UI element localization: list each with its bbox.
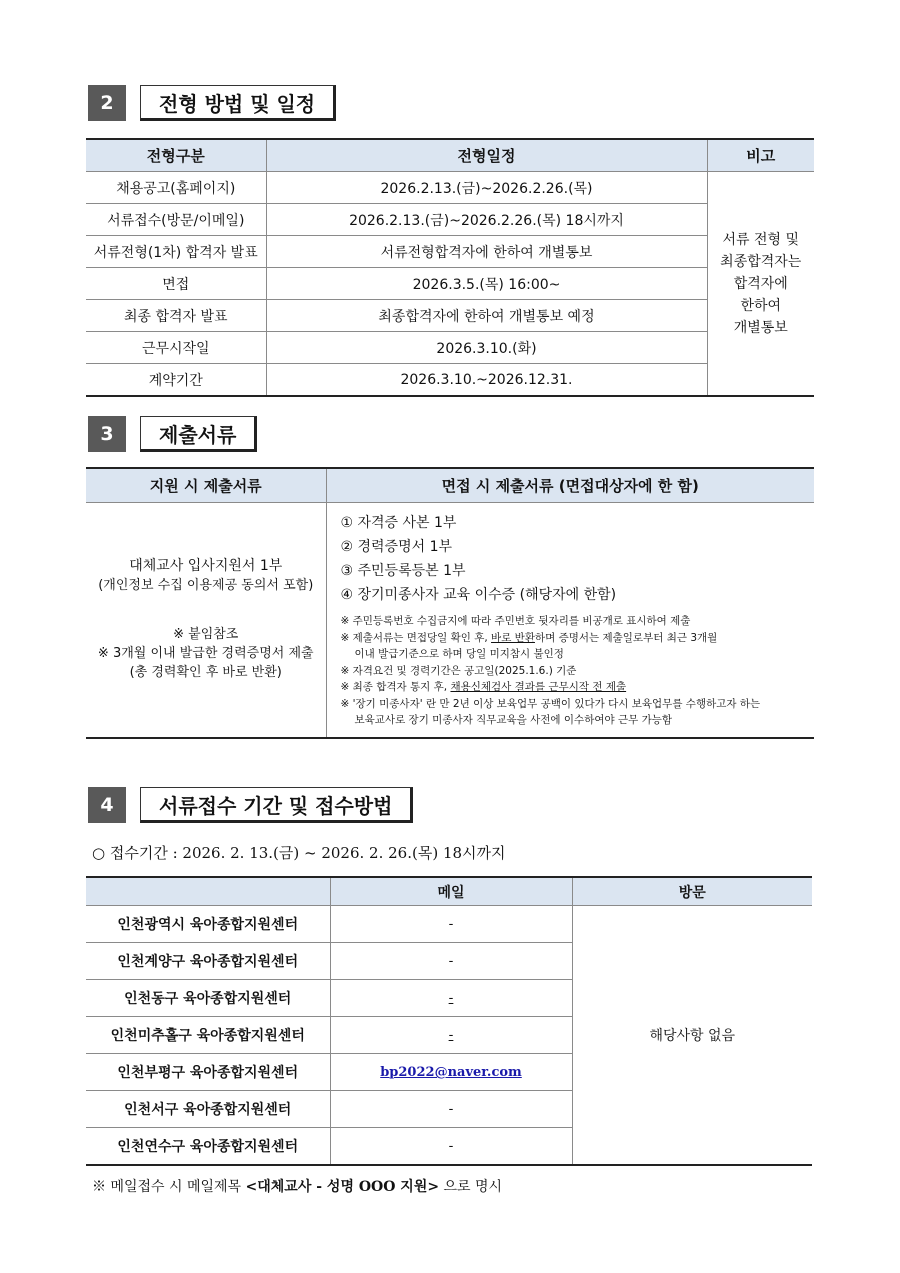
list-item: ② 경력증명서 1부: [340, 539, 453, 555]
section-3-heading: [88, 416, 257, 452]
note-line: 보육교사로 장기 미종사자 직무교육을 사전에 이수하여야 근무 가능함: [354, 714, 673, 726]
documents-table: [86, 467, 814, 739]
row-schedule: 2026.2.13.(금)~2026.2.26.(목): [266, 172, 707, 204]
header-visit: 방문: [572, 877, 812, 906]
apply-docs-cell: [86, 503, 326, 738]
note-text: 으로 명시: [439, 1179, 503, 1195]
list-item: ③ 주민등록등본 1부: [340, 563, 466, 579]
row-category: 근무시작일: [86, 332, 266, 364]
table-row: [86, 364, 814, 397]
section-number: 3: [88, 416, 126, 452]
center-name: 인천미추홀구 육아종합지원센터: [86, 1017, 330, 1054]
center-name: 인천동구 육아종합지원센터: [86, 980, 330, 1017]
row-schedule: 2026.3.10.(화): [266, 332, 707, 364]
section-number: 2: [88, 85, 126, 121]
remark-line: 최종합격자는: [720, 253, 802, 270]
schedule-table: [86, 138, 814, 397]
table-row: [86, 236, 814, 268]
remark-line: 개별통보: [733, 319, 788, 336]
section-2-heading: [88, 85, 336, 121]
center-name: 인천연수구 육아종합지원센터: [86, 1128, 330, 1166]
reception-period: ○ 접수기간 : 2026. 2. 13.(금) ~ 2026. 2. 26.(목) 18시까지: [92, 844, 506, 862]
note-line: [341, 679, 805, 696]
mail-value: [330, 980, 572, 1017]
center-name: 인천계양구 육아종합지원센터: [86, 943, 330, 980]
header-schedule: 전형일정: [266, 139, 707, 172]
mail-dash-underlined: -: [448, 1027, 454, 1043]
table-row: [86, 503, 814, 738]
apply-doc-line: ※ 3개월 이내 발급한 경력증명서 제출: [97, 646, 314, 662]
row-category: 채용공고(홈페이지): [86, 172, 266, 204]
table-header-row: [86, 877, 812, 906]
list-item: ④ 장기미종사자 교육 이수증 (해당자에 한함): [340, 587, 617, 603]
note-line: ※ '장기 미종사자' 란 만 2년 이상 보육업무 공백이 있다가 다시 보육업무를 수행하고자 하는: [340, 697, 761, 710]
list-item: ① 자격증 사본 1부: [340, 515, 457, 531]
row-category: 계약기간: [86, 364, 266, 397]
header-mail: 메일: [330, 877, 572, 906]
note-text: ※ 메일접수 시 메일제목: [92, 1179, 246, 1195]
mail-value: -: [330, 1091, 572, 1128]
notes-block: [341, 613, 805, 729]
remark-line: 서류 전형 및: [722, 231, 800, 248]
note-bold: <대체교사 - 성명 OOO 지원>: [245, 1179, 440, 1195]
center-name: 인천광역시 육아종합지원센터: [86, 906, 330, 943]
mail-value: -: [330, 906, 572, 943]
row-category: 서류전형(1차) 합격자 발표: [86, 236, 266, 268]
table-row: [86, 906, 812, 943]
apply-doc-line: ※ 붙임참조: [173, 627, 239, 643]
row-schedule: 최종합격자에 한하여 개별통보 예정: [266, 300, 707, 332]
header-category: 전형구분: [86, 139, 266, 172]
table-row: [86, 300, 814, 332]
section-title: 제출서류: [140, 416, 257, 452]
header-remark: 비고: [707, 139, 814, 172]
table-row: [86, 332, 814, 364]
visit-cell: 해당사항 없음: [572, 906, 812, 1166]
row-category: 최종 합격자 발표: [86, 300, 266, 332]
row-schedule: 2026.3.10.~2026.12.31.: [266, 364, 707, 397]
row-schedule: 서류전형합격자에 한하여 개별통보: [266, 236, 707, 268]
table-row: [86, 204, 814, 236]
row-category: 서류접수(방문/이메일): [86, 204, 266, 236]
mail-value: -: [330, 943, 572, 980]
note-underline: 채용신체검사 결과를 근무시작 전 제출: [450, 681, 627, 693]
header-interview-docs: 면접 시 제출서류 (면접대상자에 한 함): [326, 468, 814, 503]
note-text: ※ 제출서류는 면접당일 확인 후,: [340, 631, 492, 644]
section-title: 서류접수 기간 및 접수방법: [140, 787, 413, 823]
table-row: [86, 172, 814, 204]
note-line: 이내 발급기준으로 하며 당일 미지참시 불인정: [354, 648, 564, 660]
center-name: 인천서구 육아종합지원센터: [86, 1091, 330, 1128]
table-header-row: [86, 468, 814, 503]
header-apply-docs: 지원 시 제출서류: [86, 468, 326, 503]
apply-doc-line: 대체교사 입사지원서 1부: [129, 558, 283, 575]
row-schedule: 2026.3.5.(목) 16:00~: [266, 268, 707, 300]
mail-value: [330, 1054, 572, 1091]
header-blank: [86, 877, 330, 906]
mail-value: [330, 1017, 572, 1054]
mail-value: -: [330, 1128, 572, 1166]
table-header-row: [86, 139, 814, 172]
note-underline: 바로 반환: [491, 631, 535, 644]
note-line: ※ 주민등록번호 수집금지에 따라 주민번호 뒷자리를 비공개로 표시하여 제출: [340, 615, 691, 627]
remark-line: 한하여: [740, 297, 782, 314]
note-text: 하며 증명서는 제출일로부터 최근 3개월: [534, 631, 718, 644]
table-row: [86, 268, 814, 300]
mail-subject-note: [92, 1176, 502, 1196]
interview-docs-cell: [326, 503, 814, 738]
apply-doc-line: (총 경력확인 후 바로 반환): [129, 665, 282, 681]
section-4-heading: [88, 787, 413, 823]
center-name: 인천부평구 육아종합지원센터: [86, 1054, 330, 1091]
row-schedule: 2026.2.13.(금)~2026.2.26.(목) 18시까지: [266, 204, 707, 236]
apply-doc-line: (개인정보 수집 이용제공 동의서 포함): [98, 578, 314, 594]
remark-line: 합격자에: [733, 275, 788, 292]
mail-dash-underlined: -: [448, 990, 454, 1006]
row-category: 면접: [86, 268, 266, 300]
note-line: ※ 자격요건 및 경력기간은 공고일(2025.1.6.) 기준: [340, 664, 577, 677]
remark-cell: [707, 172, 814, 397]
section-number: 4: [88, 787, 126, 823]
email-link[interactable]: bp2022@naver.com: [380, 1065, 522, 1080]
note-line: [341, 630, 805, 647]
section-title: 전형 방법 및 일정: [140, 85, 336, 121]
note-text: ※ 최종 합격자 통지 후,: [340, 681, 451, 693]
reception-table: [86, 876, 812, 1166]
